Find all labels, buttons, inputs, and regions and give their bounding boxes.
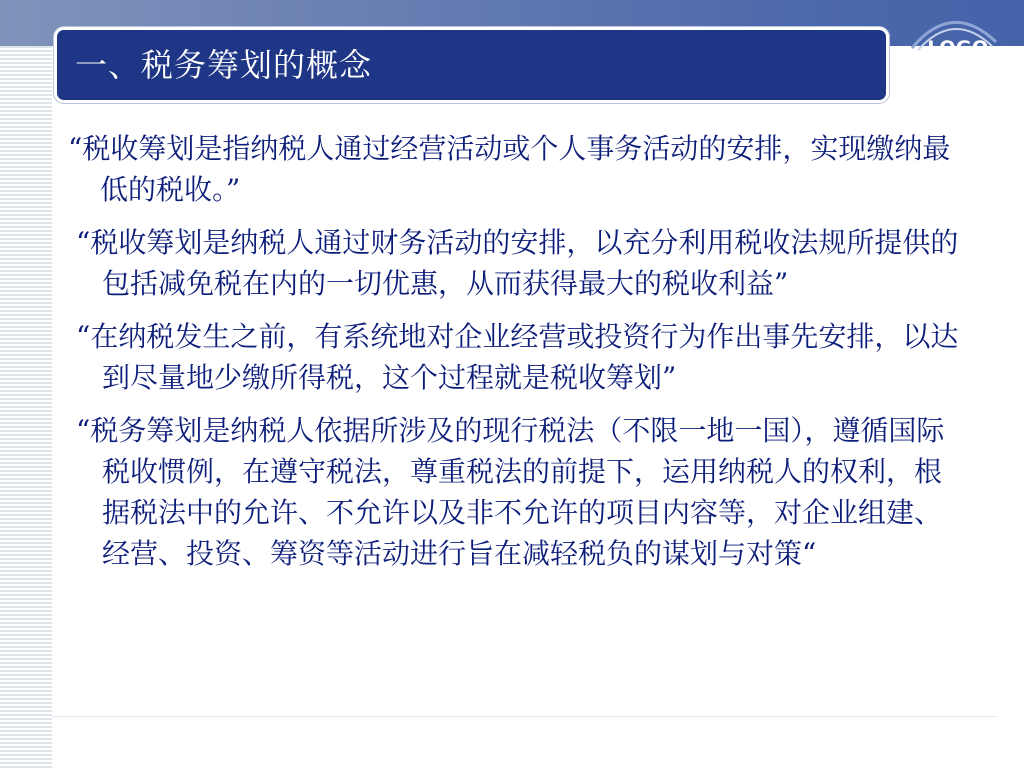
definition-item: “在纳税发生之前，有系统地对企业经营或投资行为作出事先安排，以达到尽量地少缴所得税，这个过程就是税收筹划” [76, 320, 959, 394]
definition-item: “税务筹划是纳税人依据所涉及的现行税法（不限一地一国），遵循国际税收惯例，在遵守税法，尊重税法的前提下，运用纳税人的权利，根据税法中的允许、不允许以及非不允许的项目内容等，对企业组建、经营、投资、筹资等活动进行旨在减轻税负的谋划与对策“ [76, 414, 945, 570]
left-stripe-decoration [0, 0, 52, 768]
slide-title: 一、税务筹划的概念 [75, 46, 373, 84]
definition-item: “税收筹划是纳税人通过财务活动的安排，以充分利用税收法规所提供的包括减免税在内的一切优惠，从而获得最大的税收利益” [76, 226, 959, 300]
definitions-list [62, 128, 968, 586]
footer-divider [52, 716, 997, 717]
logo: LOGO [927, 37, 989, 59]
definition-item: “税收筹划是指纳税人通过经营活动或个人事务活动的安排，实现缴纳最低的税收。” [68, 132, 951, 206]
title-bar [54, 27, 889, 103]
